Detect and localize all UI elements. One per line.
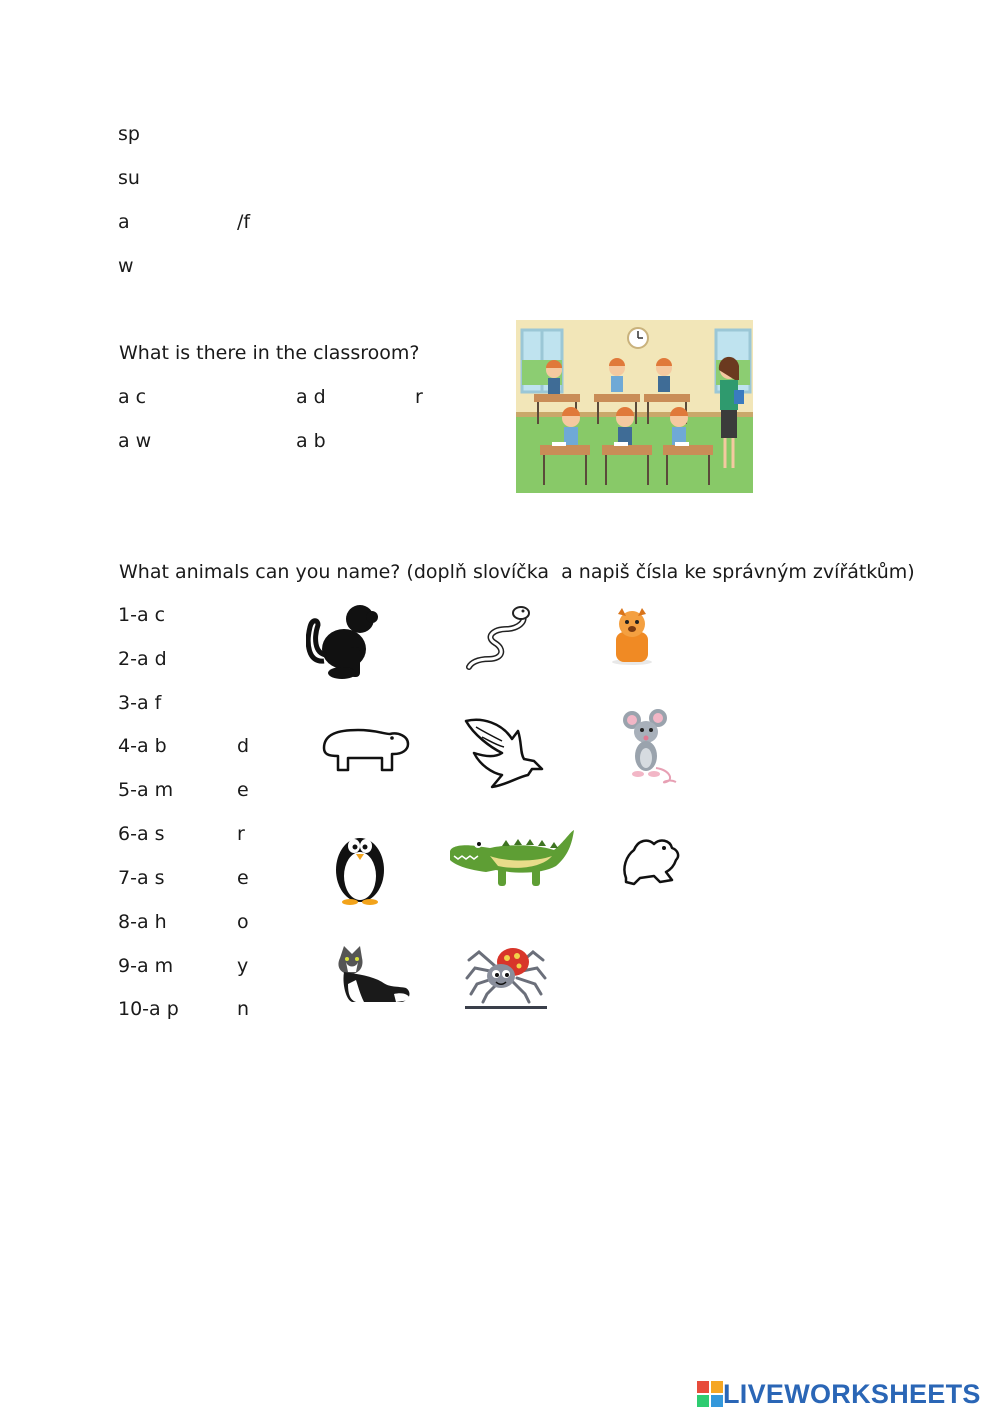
- dog-picture: [608, 606, 656, 666]
- classroom-item: a w: [118, 430, 152, 452]
- fill-word-w: w: [118, 255, 134, 277]
- fill-word-sp: sp: [118, 123, 140, 145]
- animal-item: 8-a h: [118, 911, 167, 933]
- animal-letter: r: [237, 823, 245, 845]
- classroom-item: a b: [296, 430, 326, 452]
- animal-item: 1-a c: [118, 604, 166, 626]
- mouse-picture: [620, 708, 680, 786]
- crocodile-picture: [446, 826, 578, 896]
- fill-word-su: su: [118, 167, 140, 189]
- logo-text: LIVEWORKSHEETS: [723, 1378, 981, 1409]
- animal-item: 4-a b: [118, 735, 167, 757]
- animal-item: 7-a s: [118, 867, 165, 889]
- animal-letter: d: [237, 735, 250, 757]
- animal-letter: n: [237, 998, 250, 1020]
- animal-item: 6-a s: [118, 823, 165, 845]
- classroom-item: a c: [118, 386, 147, 408]
- snake-picture: [463, 603, 533, 671]
- classroom-item: r: [415, 386, 423, 408]
- logo-badge-icon: [697, 1381, 723, 1407]
- liveworksheets-logo: [697, 1377, 981, 1411]
- hippo-picture: [318, 722, 413, 776]
- animal-item: 10-a p: [118, 998, 179, 1020]
- classroom-item: a d: [296, 386, 326, 408]
- animal-letter: e: [237, 779, 249, 801]
- animal-letter: e: [237, 867, 249, 889]
- classroom-question: What is there in the classroom?: [119, 342, 420, 364]
- cat-picture: [332, 944, 414, 1006]
- eagle-picture: [462, 713, 546, 791]
- animals-question: What animals can you name? (doplň slovíčka a napiš čísla ke správným zvířátkům): [119, 561, 915, 583]
- spider-picture: [465, 938, 547, 1010]
- frog-picture: [620, 832, 684, 888]
- animal-letter: y: [237, 955, 249, 977]
- classroom-illustration: [516, 320, 753, 493]
- penguin-picture: [328, 826, 392, 906]
- fill-word-f: /f: [237, 211, 251, 233]
- monkey-picture: [306, 603, 384, 679]
- animal-item: 9-a m: [118, 955, 174, 977]
- animal-item: 3-a f: [118, 692, 162, 714]
- animal-letter: o: [237, 911, 249, 933]
- fill-word-a: a: [118, 211, 130, 233]
- animal-item: 5-a m: [118, 779, 174, 801]
- animal-item: 2-a d: [118, 648, 167, 670]
